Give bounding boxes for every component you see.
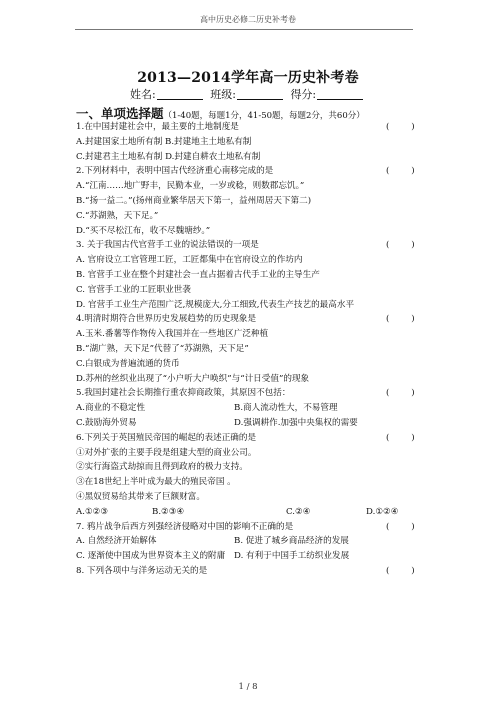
name-blank[interactable]	[157, 88, 203, 100]
exam-title: 2013—2014学年高一历史补考卷	[137, 70, 359, 86]
question-stem: 6.下列关于英国殖民帝国的崛起的表述正确的是	[76, 432, 257, 443]
option-line: ④黑奴贸易给其带来了巨额财富。	[76, 492, 205, 502]
option-choice: C.②④	[286, 506, 311, 517]
class-label: 班级:	[210, 88, 236, 101]
option-line: A. 官府设立工官管理工匠，工匠都集中在官府设立的作坊内	[76, 255, 303, 266]
score-blank[interactable]	[317, 88, 363, 100]
option-line: C.封建君主土地私有制 D.封建自耕农土地私有制	[76, 151, 261, 162]
option-line: D.苏州的丝织业出现了“小户听大户唤织”与“计日受值”的现象	[76, 373, 310, 384]
option-line: B.“湖广熟，天下足”代替了“苏湖熟，天下足”	[76, 344, 249, 354]
option-line: C.白银成为普遍流通的货币	[76, 358, 180, 369]
page-number: 1 / 8	[238, 682, 258, 692]
student-info	[130, 86, 367, 102]
option-line: B. 官营手工业在整个封建社会一直占据着古代手工业的主导生产	[76, 270, 320, 280]
option-choice: A.①②③	[76, 506, 109, 517]
answer-paren: ( )	[386, 521, 415, 532]
answer-paren: ( )	[386, 240, 415, 251]
page-header: 高中历史必修二历史补考卷	[200, 15, 296, 24]
option-left: A. 自然经济开始解体	[76, 536, 157, 547]
answer-paren: ( )	[386, 166, 415, 177]
name-label: 姓名:	[130, 88, 156, 101]
option-right: B.商人流动性大，不易管理	[234, 403, 338, 414]
header-rule	[75, 29, 413, 30]
score-label: 得分:	[290, 88, 317, 101]
question-stem: 8. 下列各项中与洋务运动无关的是	[76, 566, 208, 576]
question-stem: 4.明清时期符合世界历史发展趋势的历史现象是	[76, 314, 257, 325]
option-left: C.鼓励海外贸易	[76, 418, 137, 428]
section-note: （1-40题，每题1分，41-50题，每题2分，共60分）	[163, 111, 365, 121]
question-stem: 7. 鸦片战争后西方列强经济侵略对中国的影响不正确的是	[76, 521, 294, 532]
option-choice: D.①②④	[366, 506, 399, 517]
option-line: B.“扬一益二。”(扬州商业繁华居天下第一，益州周居天下第二)	[76, 196, 312, 206]
option-line: ②实行海盗式劫掠而且得到政府的极力支持。	[76, 462, 248, 473]
answer-paren: ( )	[386, 388, 415, 399]
answer-paren: ( )	[386, 314, 415, 325]
option-right: B. 促进了城乡商品经济的发展	[234, 536, 349, 547]
answer-paren: ( )	[386, 566, 415, 576]
answer-paren: ( )	[386, 122, 415, 132]
option-line: A.封建国家土地所有制 B.封建地主土地私有制	[76, 136, 252, 147]
question-stem: 1.在中国封建社会中，最主要的土地制度是	[76, 122, 239, 132]
option-line: A.“江南……地广野丰，民勤本业，一岁或稔，则数郡忘饥。”	[76, 181, 305, 192]
option-line: C.“苏湖熟，天下足。”	[76, 210, 159, 221]
section-heading	[76, 104, 365, 122]
option-line: ③在18世纪上半叶成为最大的殖民帝国 。	[76, 477, 236, 488]
option-line: D. 官营手工业生产范围广泛,规模庞大,分工细致,代表生产技艺的最高水平	[76, 299, 355, 310]
option-line: ①对外扩张的主要手段是组建大型的商业公司。	[76, 447, 257, 458]
option-left: A.商业的不稳定性	[76, 403, 146, 414]
question-stem: 5.我国封建社会长期推行重农抑商政策，其原因不包括：	[76, 388, 291, 399]
question-stem: 3. 关于我国古代官营手工业的说法错误的一项是	[76, 240, 259, 251]
section-label: 一、单项选择题	[76, 106, 164, 121]
option-line: A.玉米.番薯等作物传入我国并在一些地区广泛种植	[76, 329, 269, 340]
option-choice: B.②③④	[152, 506, 185, 517]
question-stem: 2.下列材料中，表明中国古代经济重心南移完成的是	[76, 166, 274, 177]
option-line: C. 官营手工业的工匠职业世袭	[76, 284, 191, 295]
class-blank[interactable]	[237, 88, 283, 100]
option-line: D.“买不尽松江布，收不尽魏塘纱。”	[76, 225, 211, 236]
answer-paren: ( )	[386, 432, 415, 443]
option-right: D.强调耕作.加强中央集权的需要	[234, 418, 358, 428]
option-right: D. 有利于中国手工纺织业发展	[234, 551, 350, 562]
option-left: C. 逐渐使中国成为世界资本主义的附庸	[76, 551, 226, 562]
